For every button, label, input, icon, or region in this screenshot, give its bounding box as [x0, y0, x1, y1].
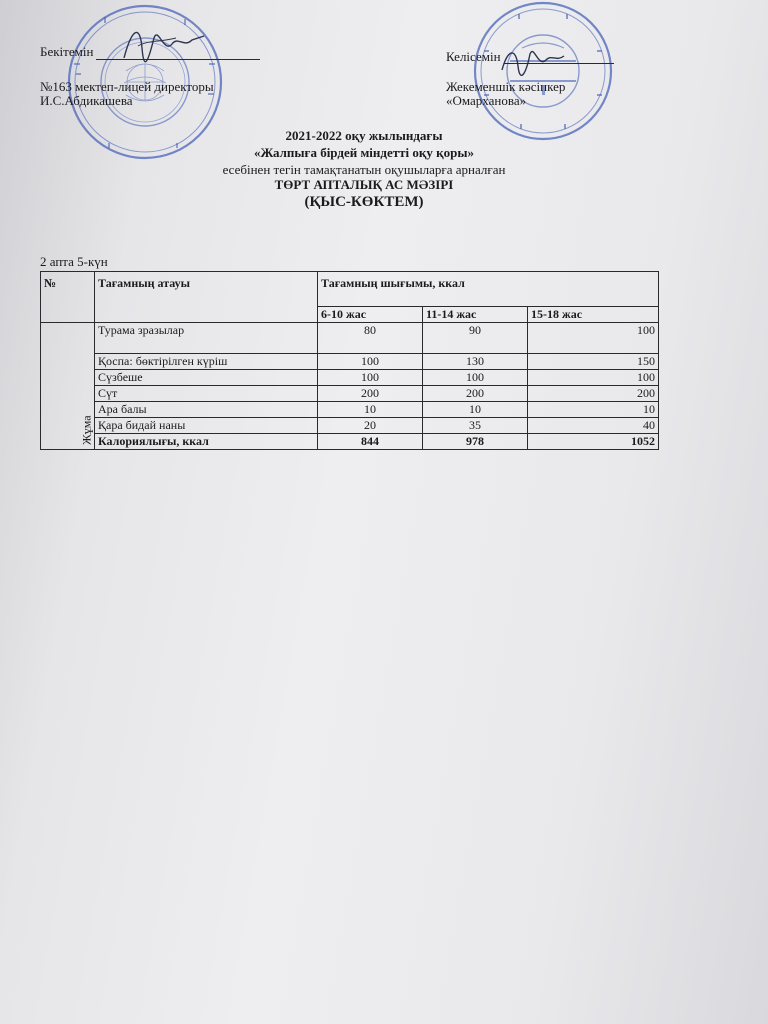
title-line-menu: ТӨРТ АПТАЛЫҚ АС МӘЗІРІ: [274, 177, 454, 192]
entrepreneur-position: Жекеменшік кәсіпкер: [446, 79, 566, 94]
director-position: №163 мектеп-лицей директоры: [40, 79, 214, 94]
title-line-year: 2021-2022 оқу жылындағы: [285, 128, 443, 143]
value-cell: 100: [528, 323, 659, 354]
agree-signature-line: [504, 63, 614, 64]
table-row: [41, 354, 659, 370]
dish-name-cell: Ара балы: [95, 402, 318, 418]
director-name: И.С.Абдикашева: [40, 93, 133, 108]
table-header-row: [41, 272, 659, 307]
age-group-header: 6-10 жас: [318, 307, 423, 323]
total-row: [41, 434, 659, 450]
age-group-header: 11-14 жас: [423, 307, 528, 323]
value-cell: 100: [528, 370, 659, 386]
table-row: [41, 418, 659, 434]
value-cell: 10: [318, 402, 423, 418]
dish-name-cell: Турама зразылар: [95, 323, 318, 354]
value-cell: 150: [528, 354, 659, 370]
col-name-header: Тағамның атауы: [95, 272, 318, 323]
week-day-label: 2 апта 5-күн: [40, 254, 108, 269]
entrepreneur-name: «Омарханова»: [446, 93, 527, 108]
title-line-purpose: есебінен тегін тамақтанатын оқушыларға арналған: [222, 162, 506, 177]
value-cell: 20: [318, 418, 423, 434]
value-cell: 90: [423, 323, 528, 354]
approve-label: Бекітемін: [40, 44, 94, 59]
dish-name-cell: Сүт: [95, 386, 318, 402]
total-value-cell: 978: [423, 434, 528, 450]
approve-signature-line: [96, 59, 260, 60]
value-cell: 40: [528, 418, 659, 434]
entrepreneur-signature: [498, 40, 568, 78]
table-row: [41, 402, 659, 418]
total-value-cell: 1052: [528, 434, 659, 450]
value-cell: 80: [318, 323, 423, 354]
table-row: [41, 323, 659, 354]
title-line-season: (ҚЫС-КӨКТЕМ): [304, 194, 424, 210]
col-number-header: №: [41, 272, 95, 323]
day-name-cell: Жұма: [41, 323, 95, 450]
table-row: [41, 386, 659, 402]
value-cell: 100: [318, 370, 423, 386]
title-line-fund: «Жалпыға бірдей міндетті оқу қоры»: [253, 145, 475, 160]
document-title: [0, 129, 748, 212]
value-cell: 200: [528, 386, 659, 402]
value-cell: 200: [318, 386, 423, 402]
total-value-cell: 844: [318, 434, 423, 450]
value-cell: 10: [528, 402, 659, 418]
value-cell: 10: [423, 402, 528, 418]
dish-name-cell: Қоспа: бөктірілген күріш: [95, 354, 318, 370]
age-group-header: 15-18 жас: [528, 307, 659, 323]
agree-label: Келісемін: [446, 49, 501, 64]
dish-name-cell: Қара бидай наны: [95, 418, 318, 434]
value-cell: 100: [423, 370, 528, 386]
value-cell: 100: [318, 354, 423, 370]
dish-name-cell: Сүзбеше: [95, 370, 318, 386]
total-label-cell: Калориялығы, ккал: [95, 434, 318, 450]
menu-table: [40, 271, 659, 450]
col-yield-header: Тағамның шығымы, ккал: [318, 272, 659, 307]
value-cell: 200: [423, 386, 528, 402]
value-cell: 35: [423, 418, 528, 434]
table-row: [41, 370, 659, 386]
value-cell: 130: [423, 354, 528, 370]
